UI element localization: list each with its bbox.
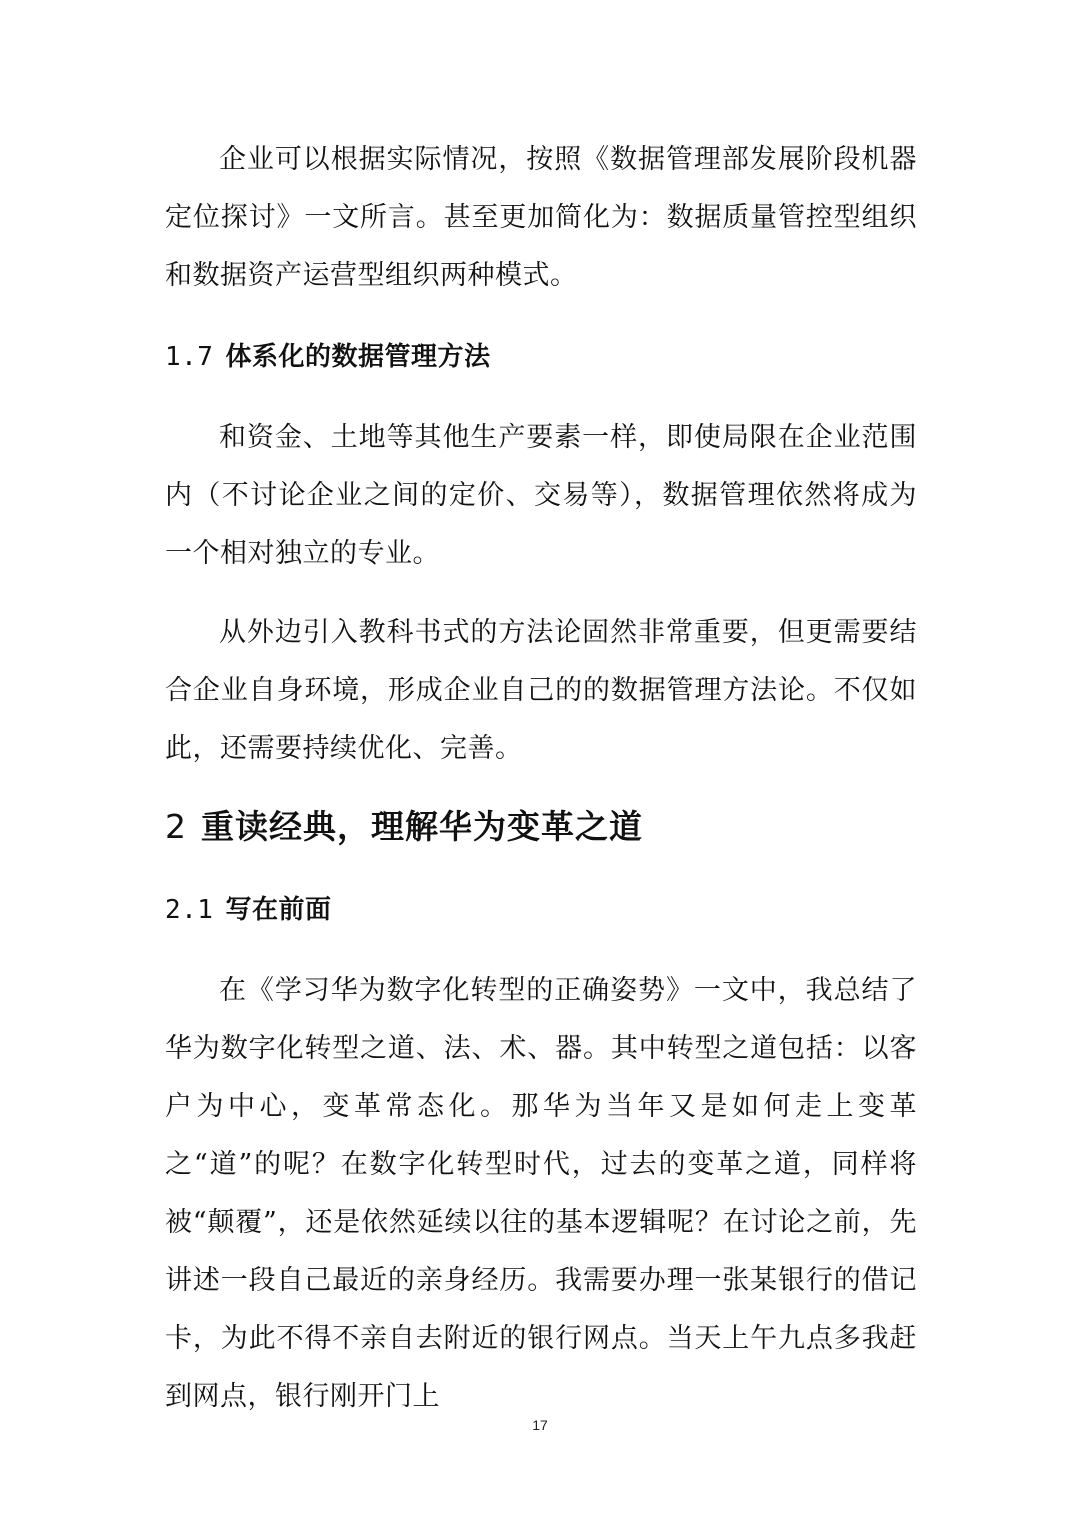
chapter-heading-2 — [165, 804, 643, 850]
section-title: 体系化的数据管理方法 — [225, 342, 491, 372]
section-heading-1-7 — [165, 339, 490, 375]
chapter-number: 2 — [165, 807, 187, 846]
page-number: 17 — [532, 1417, 548, 1433]
body-paragraph: 从外边引入教科书式的方法论固然非常重要，但更需要结合企业自身环境，形成企业自己的的数据管理方法论。不仅如此，还需要持续优化、完善。 — [165, 617, 917, 764]
section-heading-2-1 — [165, 892, 331, 928]
section-number: 2.1 — [165, 895, 214, 925]
section-number: 1.7 — [165, 342, 214, 372]
section-title: 写在前面 — [225, 895, 332, 925]
body-paragraph: 企业可以根据实际情况，按照《数据管理部发展阶段机器定位探讨》一文所言。甚至更加简化为：数据质量管控型组织和数据资产运营型组织两种模式。 — [165, 144, 917, 291]
chapter-title: 重读经典，理解华为变革之道 — [201, 807, 643, 846]
body-paragraph: 在《学习华为数字化转型的正确姿势》一文中，我总结了华为数字化转型之道、法、术、器。其中转型之道包括：以客户为中心，变革常态化。那华为当年又是如何走上变革之“道”的呢？在数字化转型时代，过去的变革之道，同样将被“颠覆”，还是依然延续以往的基本逻辑呢？在讨论之前，先讲述一段自己最近的亲身经历。我需要办理一张某银行的借记卡，为此不得不亲自去附近的银行网点。当天上午九点多我赶到网点，银行刚开门上 — [165, 975, 917, 1412]
body-paragraph: 和资金、土地等其他生产要素一样，即使局限在企业范围内（不讨论企业之间的定价、交易等），数据管理依然将成为一个相对独立的专业。 — [165, 422, 917, 569]
